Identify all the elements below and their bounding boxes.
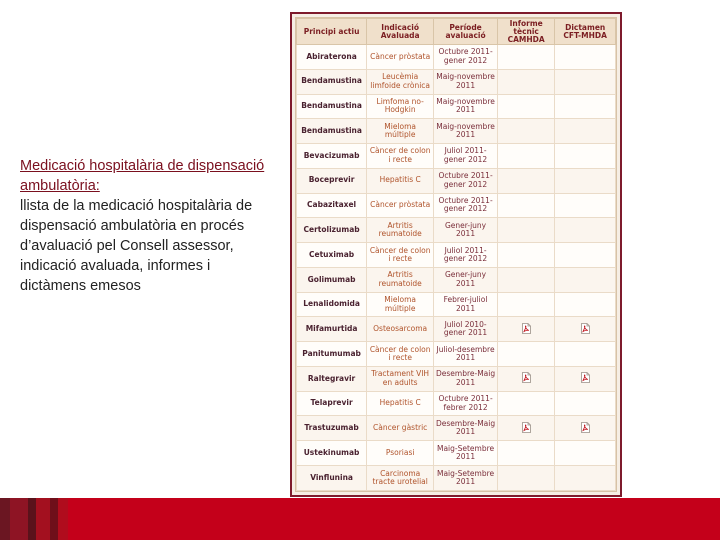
table-row <box>297 193 616 218</box>
cell-principle: Mifamurtida <box>297 317 367 342</box>
cell-indication: Limfoma no-Hodgkin <box>367 94 434 119</box>
cell-period: Febrer-juliol 2011 <box>434 292 498 317</box>
cell-report <box>497 119 554 144</box>
cell-opinion <box>555 292 616 317</box>
cell-period: Octubre 2011-gener 2012 <box>434 45 498 70</box>
cell-principle: Boceprevir <box>297 168 367 193</box>
table-row <box>297 144 616 169</box>
caption-heading: Medicació hospitalària de dispensació ambulatòria: <box>20 158 265 194</box>
cell-principle: Telaprevir <box>297 391 367 416</box>
cell-opinion <box>555 416 616 441</box>
pdf-document-icon[interactable] <box>522 372 531 383</box>
medication-table-panel <box>295 17 617 492</box>
cell-report <box>497 317 554 342</box>
footer-bar <box>0 498 720 540</box>
medication-table-frame <box>290 12 622 497</box>
cell-principle: Cetuximab <box>297 243 367 268</box>
cell-opinion <box>555 342 616 367</box>
table-row <box>297 267 616 292</box>
cell-principle: Raltegravir <box>297 366 367 391</box>
cell-principle: Cabazitaxel <box>297 193 367 218</box>
cell-report <box>497 69 554 94</box>
medication-table <box>296 18 616 491</box>
cell-report <box>497 366 554 391</box>
cell-report <box>497 193 554 218</box>
table-row <box>297 416 616 441</box>
cell-report <box>497 292 554 317</box>
cell-period: Gener-juny 2011 <box>434 218 498 243</box>
cell-indication: Osteosarcoma <box>367 317 434 342</box>
cell-opinion <box>555 45 616 70</box>
cell-opinion <box>555 391 616 416</box>
cell-indication: Mieloma múltiple <box>367 292 434 317</box>
cell-period: Maig-novembre 2011 <box>434 119 498 144</box>
cell-report <box>497 168 554 193</box>
cell-principle: Certolizumab <box>297 218 367 243</box>
cell-period: Gener-juny 2011 <box>434 267 498 292</box>
cell-principle: Bendamustina <box>297 94 367 119</box>
cell-principle: Abiraterona <box>297 45 367 70</box>
cell-opinion <box>555 69 616 94</box>
pdf-document-icon[interactable] <box>522 323 531 334</box>
cell-opinion <box>555 94 616 119</box>
cell-indication: Càncer gàstric <box>367 416 434 441</box>
cell-indication: Càncer de colon i recte <box>367 243 434 268</box>
footer-stripe <box>36 498 50 540</box>
pdf-document-icon[interactable] <box>522 422 531 433</box>
cell-report <box>497 342 554 367</box>
cell-period: Octubre 2011-febrer 2012 <box>434 391 498 416</box>
cell-opinion <box>555 243 616 268</box>
table-row <box>297 292 616 317</box>
cell-principle: Bevacizumab <box>297 144 367 169</box>
footer-stripe <box>58 498 68 540</box>
cell-report <box>497 267 554 292</box>
cell-report <box>497 391 554 416</box>
cell-opinion <box>555 366 616 391</box>
cell-indication: Carcinoma tracte urotelial <box>367 466 434 491</box>
cell-indication: Tractament VIH en adults <box>367 366 434 391</box>
table-header-row <box>297 19 616 45</box>
cell-indication: Leucèmia limfoide crònica <box>367 69 434 94</box>
cell-period: Juliol 2010-gener 2011 <box>434 317 498 342</box>
cell-principle: Vinflunina <box>297 466 367 491</box>
table-row <box>297 342 616 367</box>
cell-opinion <box>555 168 616 193</box>
caption-block <box>20 156 270 296</box>
pdf-document-icon[interactable] <box>581 323 590 334</box>
cell-period: Octubre 2011-gener 2012 <box>434 193 498 218</box>
header-report: Informe tècnic CAMHDA <box>497 19 554 45</box>
cell-report <box>497 243 554 268</box>
cell-period: Maig-Setembre 2011 <box>434 466 498 491</box>
table-row <box>297 243 616 268</box>
table-row <box>297 466 616 491</box>
cell-opinion <box>555 267 616 292</box>
table-row <box>297 69 616 94</box>
cell-principle: Lenalidomida <box>297 292 367 317</box>
cell-indication: Càncer pròstata <box>367 45 434 70</box>
cell-opinion <box>555 193 616 218</box>
table-row <box>297 317 616 342</box>
table-row <box>297 441 616 466</box>
cell-indication: Càncer de colon i recte <box>367 144 434 169</box>
table-row <box>297 119 616 144</box>
cell-period: Maig-novembre 2011 <box>434 69 498 94</box>
cell-report <box>497 441 554 466</box>
table-row <box>297 94 616 119</box>
footer-stripe <box>28 498 36 540</box>
cell-principle: Ustekinumab <box>297 441 367 466</box>
cell-report <box>497 144 554 169</box>
pdf-document-icon[interactable] <box>581 372 590 383</box>
cell-indication: Mieloma múltiple <box>367 119 434 144</box>
table-row <box>297 391 616 416</box>
cell-opinion <box>555 144 616 169</box>
header-indication: Indicació Avaluada <box>367 19 434 45</box>
footer-stripe <box>0 498 10 540</box>
pdf-document-icon[interactable] <box>581 422 590 433</box>
cell-principle: Bendamustina <box>297 69 367 94</box>
table-body <box>297 45 616 491</box>
cell-opinion <box>555 218 616 243</box>
cell-indication: Hepatitis C <box>367 168 434 193</box>
cell-principle: Trastuzumab <box>297 416 367 441</box>
cell-indication: Artritis reumatoide <box>367 218 434 243</box>
table-row <box>297 168 616 193</box>
cell-report <box>497 466 554 491</box>
cell-indication: Hepatitis C <box>367 391 434 416</box>
cell-report <box>497 416 554 441</box>
header-period: Període avaluació <box>434 19 498 45</box>
table-row <box>297 45 616 70</box>
cell-period: Octubre 2011-gener 2012 <box>434 168 498 193</box>
cell-opinion <box>555 441 616 466</box>
cell-report <box>497 218 554 243</box>
cell-report <box>497 94 554 119</box>
cell-report <box>497 45 554 70</box>
cell-indication: Artritis reumatoide <box>367 267 434 292</box>
cell-period: Desembre-Maig 2011 <box>434 416 498 441</box>
table-row <box>297 218 616 243</box>
cell-opinion <box>555 119 616 144</box>
cell-principle: Panitumumab <box>297 342 367 367</box>
cell-period: Maig-novembre 2011 <box>434 94 498 119</box>
cell-indication: Càncer de colon i recte <box>367 342 434 367</box>
cell-period: Juliol-desembre 2011 <box>434 342 498 367</box>
cell-period: Juliol 2011-gener 2012 <box>434 243 498 268</box>
header-opinion: Dictamen CFT-MHDA <box>555 19 616 45</box>
cell-period: Desembre-Maig 2011 <box>434 366 498 391</box>
cell-opinion <box>555 317 616 342</box>
header-principle: Principi actiu <box>297 19 367 45</box>
cell-period: Maig-Setembre 2011 <box>434 441 498 466</box>
footer-stripe <box>10 498 28 540</box>
caption-body: llista de la medicació hospitalària de dispensació ambulatòria en procés d’avaluació pel Consell assessor, indicació avaluada, informes i dictàmens emesos <box>20 198 253 294</box>
cell-principle: Golimumab <box>297 267 367 292</box>
cell-indication: Psoriasi <box>367 441 434 466</box>
cell-period: Juliol 2011-gener 2012 <box>434 144 498 169</box>
cell-opinion <box>555 466 616 491</box>
footer-stripe <box>50 498 58 540</box>
cell-principle: Bendamustina <box>297 119 367 144</box>
cell-indication: Càncer pròstata <box>367 193 434 218</box>
table-row <box>297 366 616 391</box>
